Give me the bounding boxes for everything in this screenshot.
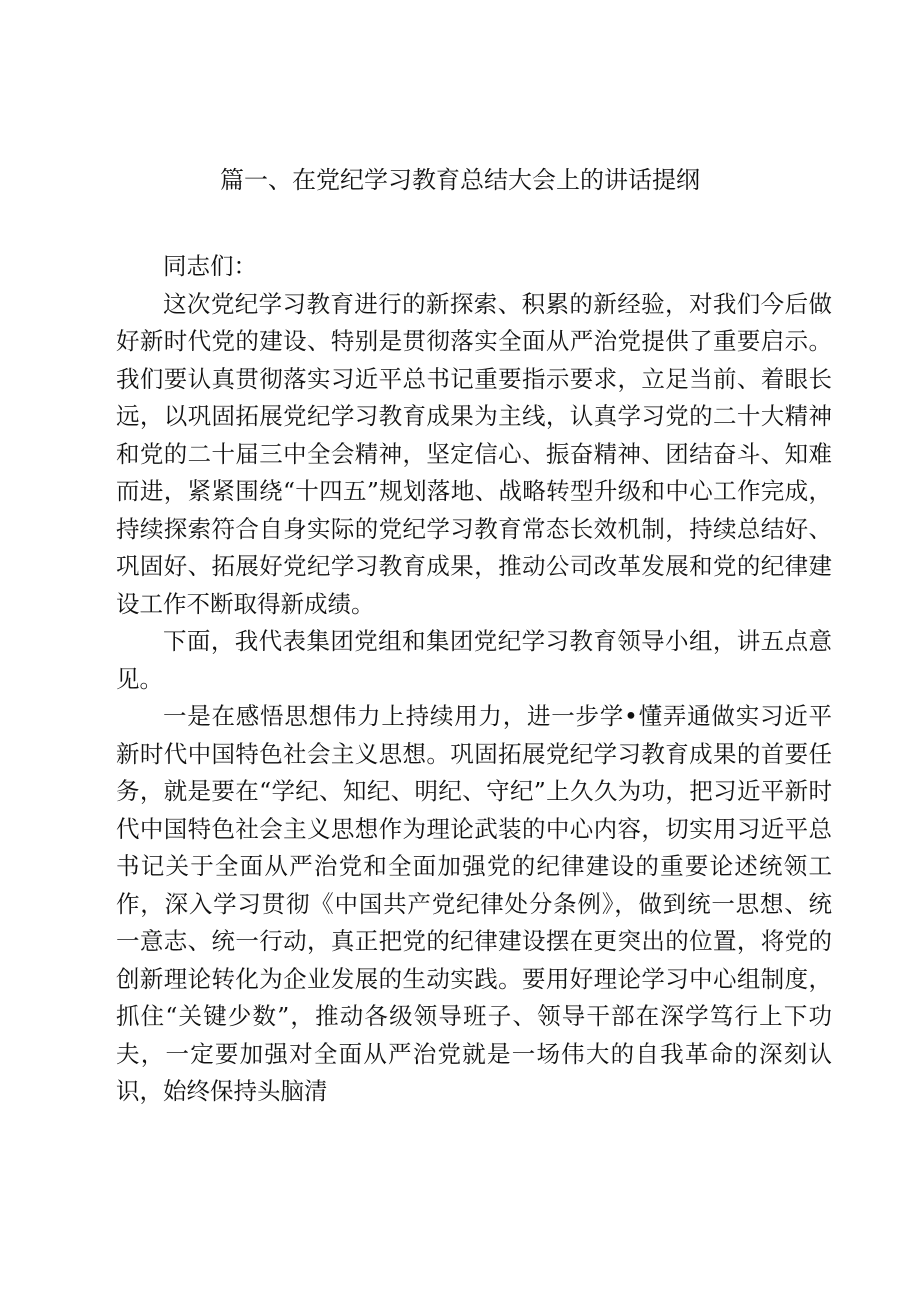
salutation-paragraph: 同志们： [163, 252, 257, 280]
body-paragraph: 一是在感悟思想伟力上持续用力，进一步学•懂弄通做实习近平新时代中国特色社会主义思想。巩固拓展党纪学习教育成果的首要任务，就是要在“学纪、知纪、明纪、守纪”上久久为功，把习近平新时代中国特色社会主义思想作为理论武装的中心内容，切实用习近平总书记关于全面从严治党和全面加强党的纪律建设的重要论述统领工作，深入学习贯彻《中国共产党纪律处分条例》，做到统一思想、统一意志、统一行动，真正把党的纪律建设摆在更突出的位置，将党的创新理论转化为企业发展的生动实践。要用好理论学习中心组制度，抓住“关键少数”，推动各级领导班子、领导干部在深学笃行上下功夫，一定要加强对全面从严治党就是一场伟大的自我革命的深刻认识，始终保持头脑清 [116, 702, 832, 1105]
document-body [116, 248, 832, 1111]
document-title: 篇一、在党纪学习教育总结大会上的讲话提纲 [220, 166, 700, 194]
body-paragraph: 这次党纪学习教育进行的新探索、积累的新经验，对我们今后做好新时代党的建设、特别是贯彻落实全面从严治党提供了重要启示。我们要认真贯彻落实习近平总书记重要指示要求，立足当前、着眼长远，以巩固拓展党纪学习教育成果为主线，认真学习党的二十大精神和党的二十届三中全会精神，坚定信心、振奋精神、团结奋斗、知难而进，紧紧围绕“十四五”规划落地、战略转型升级和中心工作完成，持续探索符合自身实际的党纪学习教育常态长效机制，持续总结好、巩固好、拓展好党纪学习教育成果，推动公司改革发展和党的纪律建设工作不断取得新成绩。 [116, 289, 832, 618]
body-paragraph: 下面，我代表集团党组和集团党纪学习教育领导小组，讲五点意见。 [116, 627, 832, 693]
